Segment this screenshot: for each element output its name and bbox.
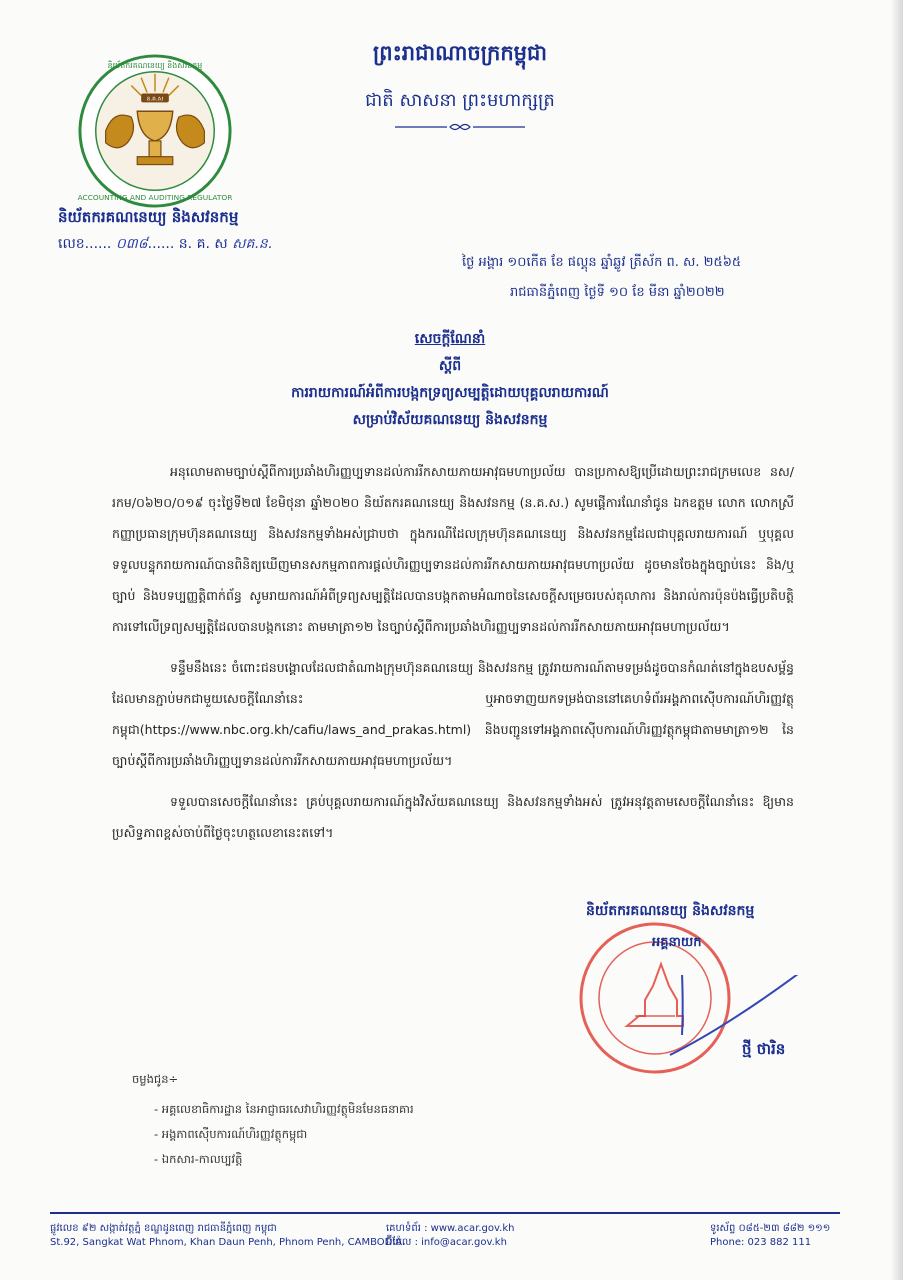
ornament-divider (395, 122, 525, 132)
ref-number-handwritten: ០៣៨ (115, 236, 148, 252)
document-title (250, 326, 650, 434)
footer-divider (50, 1212, 840, 1214)
logo-km-text: និយ័តករគណនេយ្យ និងសវនកម្ម (107, 60, 203, 70)
acar-logo (76, 52, 234, 210)
kingdom-heading: ព្រះរាជាណាចក្រកម្ពុជា (372, 41, 547, 65)
cc-item: - អគ្គលេខាធិការដ្ឋាន នៃអាជ្ញាធរសេវាហិរញ្ញវត្ថុមិនមែនធនាគារ (154, 1102, 414, 1116)
acar-logo-graphic (76, 52, 234, 210)
body-paragraph-2: ទន្ទឹមនឹងនេះ ចំពោះជនបង្គោលដែលជាតំណាងក្រុមហ៊ុនគណនេយ្យ និងសវនកម្ម ត្រូវរាយការណ៍តាមទម្រង់ដូចបានកំណត់នៅក្នុងឧបសម្ព័ន្ធដែលមានភ្ជាប់មកជាមួយសេចក្តីណែនាំនេះ ឬអាចទាញយកទម្រង់បាននៅគេហទំព័រអង្គភាពស៊ើបការណ៍ហិរញ្ញវត្ថុកម្ពុជា(https://www.nbc.org.kh/cafiu/laws_and_prakas.html) និងបញ្ជូនទៅអង្គភាពស៊ើបការណ៍ហិរញ្ញវត្ថុកម្ពុជាតាមមាត្រា១២ នៃច្បាប់ស្តីពីការប្រឆាំងហិរញ្ញប្បទានដល់ការរីកសាយភាយអាវុធមហាប្រល័យ។ (112, 660, 794, 768)
page-edge-shadow (891, 0, 903, 1280)
ref-code-handwritten: សគ.ន. (232, 236, 273, 252)
cc-item: - អង្គភាពស៊ើបការណ៍ហិរញ្ញវត្ថុកម្ពុជា (154, 1127, 308, 1141)
cc-item: - ឯកសារ-កាលប្បវត្តិ (154, 1152, 243, 1166)
address-en: St.92, Sangkat Wat Phnom, Khan Daun Penh, Phnom Penh, CAMBODIA. (50, 1237, 406, 1248)
solar-date: រាជធានីភ្នំពេញ ថ្ងៃទី ១០ ខែ មីនា ឆ្នាំ២០២២ (510, 285, 725, 300)
footer-address (50, 1222, 405, 1250)
lunar-date: ថ្ងៃ អង្គារ ១០កើត ខែ ផល្គុន ឆ្នាំឆ្លូវ ត្រីស័ក ព. ស. ២៥៦៥ (462, 255, 742, 270)
ref-suffix: ន. គ. ស (178, 236, 228, 252)
signatory-name: ថ្មី ថារិន (742, 1040, 786, 1058)
website-link[interactable]: គេហទំព័រ : www.acar.gov.kh (386, 1223, 515, 1234)
reference-number: លេខ...... ០៣៨...... ន. គ. ស សគ.ន. (58, 236, 273, 252)
signature-organization: និយ័តករគណនេយ្យ និងសវនកម្ម (586, 903, 755, 919)
signatory-title: អគ្គនាយក (652, 935, 702, 950)
handwritten-signature (660, 975, 820, 1075)
title-line-1: សេចក្តីណែនាំ (414, 331, 486, 347)
national-motto: ជាតិ សាសនា ព្រះមហាក្សត្រ (365, 90, 555, 111)
logo-badge-text: ន.គ.ស (146, 96, 164, 103)
email-link[interactable]: អ៊ីម៉ែល : info@acar.gov.kh (386, 1237, 507, 1248)
phone-en: Phone: 023 882 111 (710, 1237, 812, 1248)
issuing-organization: និយ័តករគណនេយ្យ និងសវនកម្ម (58, 208, 239, 226)
ref-prefix: លេខ (58, 236, 85, 252)
phone-km: ទូរស័ព្ទ ០៨៥-២៣ ៨៨២ ១១១ (710, 1223, 831, 1234)
carbon-copy-list (132, 1072, 414, 1172)
cc-heading: ចម្លងជូន÷ (132, 1072, 179, 1086)
document-body (112, 456, 794, 858)
address-km: ផ្លូវលេខ ៩២ សង្កាត់វត្តភ្នំ ខណ្ឌដូនពេញ រាជធានីភ្នំពេញ កម្ពុជា (50, 1223, 277, 1234)
title-line-4: សម្រាប់វិស័យគណនេយ្យ និងសវនកម្ម (352, 412, 548, 428)
logo-en-text: ACCOUNTING AND AUDITING REGULATOR (77, 193, 233, 203)
title-line-2: ស្តីពី (438, 358, 462, 374)
body-paragraph-3: ទទួលបានសេចក្តីណែនាំនេះ គ្រប់បុគ្គលរាយការណ៍ក្នុងវិស័យគណនេយ្យ និងសវនកម្មទាំងអស់ ត្រូវអនុវត្តតាមសេចក្តីណែនាំនេះ ឱ្យមានប្រសិទ្ធភាពខ្ពស់ចាប់ពីថ្ងៃចុះហត្ថលេខានេះតទៅ។ (112, 794, 794, 840)
title-line-3: ការរាយការណ៍អំពីការបង្កកទ្រព្យសម្បត្តិដោយបុគ្គលរាយការណ៍ (291, 385, 609, 401)
footer-phone (710, 1222, 830, 1250)
footer-contact (386, 1222, 514, 1250)
body-paragraph-1: អនុលោមតាមច្បាប់ស្តីពីការប្រឆាំងហិរញ្ញប្បទានដល់ការរីកសាយភាយអាវុធមហាប្រល័យ បានប្រកាសឱ្យប្រើដោយព្រះរាជក្រមលេខ នស/រកម/០៦២០/០១៩ ចុះថ្ងៃទី២៧ ខែមិថុនា ឆ្នាំ២០២០ និយ័តករគណនេយ្យ និងសវនកម្ម (ន.គ.ស.) សូមផ្តើការណែនាំជូន ឯកឧត្តម លោក លោកស្រី កញ្ញាប្រធានក្រុមហ៊ុនគណនេយ្យ និងសវនកម្មទាំងអស់ជ្រាបថា ក្នុងករណីដែលក្រុមហ៊ុនគណនេយ្យ និងសវនកម្មដែលជាបុគ្គលរាយការណ៍ ឬបុគ្គលទទួលបន្ទុករាយការណ៍បានពិនិត្យឃើញមានសកម្មភាពការផ្តល់ហិរញ្ញប្បទានដល់ការរីកសាយភាយអាវុធមហាប្រល័យ ដូចមានចែងក្នុងច្បាប់នេះ និង/ឬច្បាប់ និងបទប្បញ្ញត្តិពាក់ព័ន្ធ សូមរាយការណ៍អំពីទ្រព្យសម្បត្តិដែលបានបង្កកតាមអំណាចនៃសេចក្តីសម្រេចរបស់តុលាការ និងរាល់ការប៉ុនប៉ងធ្វើប្រតិបត្តិការទៅលើទ្រព្យសម្បត្តិដែលបានបង្កកនោះ តាមមាត្រា១២ នៃច្បាប់ស្តីពីការប្រឆាំងហិរញ្ញប្បទានដល់ការរីកសាយភាយអាវុធមហាប្រល័យ។ (112, 464, 794, 634)
